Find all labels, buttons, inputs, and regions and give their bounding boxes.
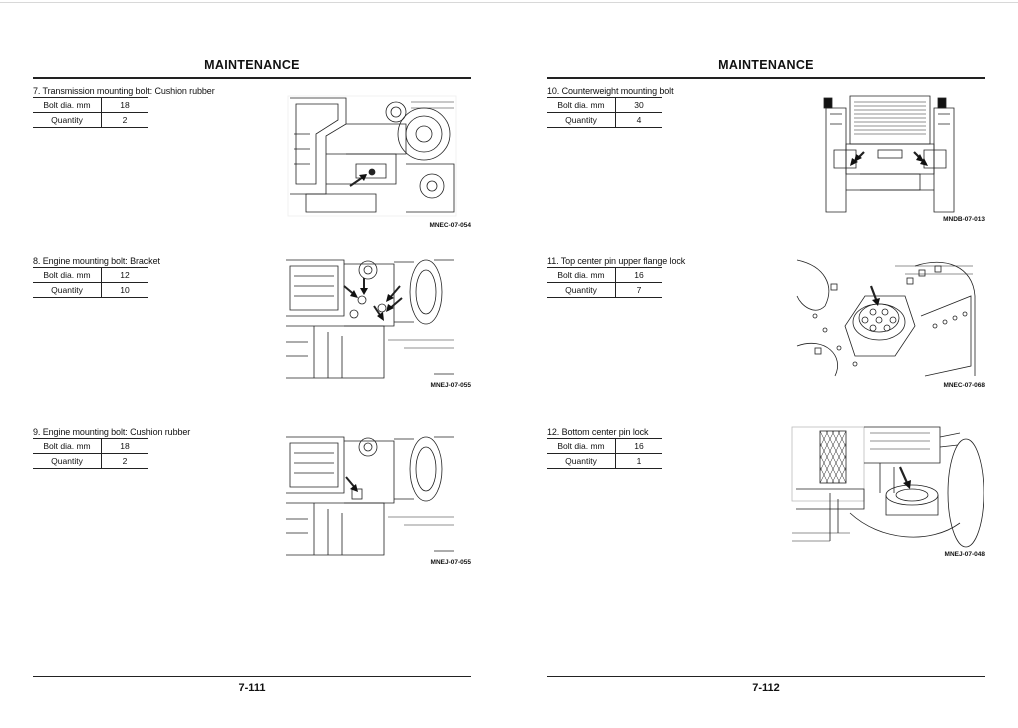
figure-code: MNEJ-07-048 (944, 551, 985, 558)
spec-value: 18 (102, 98, 149, 113)
spec-label: Bolt dia. mm (33, 439, 102, 454)
spec-item-8 (33, 256, 473, 406)
center-pin-flange-illustration (795, 256, 977, 380)
spec-value: 4 (616, 113, 663, 128)
spec-value: 2 (102, 113, 149, 128)
header-rule (33, 77, 471, 79)
spec-table (547, 438, 662, 469)
counterweight-illustration (820, 94, 960, 214)
figure-code: MNEJ-07-055 (430, 559, 471, 566)
spec-label: Bolt dia. mm (33, 268, 102, 283)
figure-code: MNDB-07-013 (943, 216, 985, 223)
spec-value: 30 (616, 98, 663, 113)
table-row (33, 439, 148, 454)
spec-item-7 (33, 86, 473, 236)
item-title: 9. Engine mounting bolt: Cushion rubber (33, 427, 191, 437)
table-row (547, 98, 662, 113)
page-number: 7-112 (752, 682, 780, 694)
table-row (33, 113, 148, 128)
table-row (33, 454, 148, 469)
engine-bracket-illustration (284, 256, 458, 380)
spec-label: Quantity (547, 454, 616, 469)
figure-code: MNEJ-07-055 (430, 382, 471, 389)
table-row (547, 439, 662, 454)
table-row (547, 113, 662, 128)
table-row (547, 454, 662, 469)
spec-table (33, 438, 148, 469)
header-rule (547, 77, 985, 79)
spec-value: 7 (616, 283, 663, 298)
table-row (33, 268, 148, 283)
spec-value: 16 (616, 439, 663, 454)
spec-label: Quantity (33, 283, 102, 298)
item-title: 10. Counterweight mounting bolt (547, 86, 674, 96)
item-title: 12. Bottom center pin lock (547, 427, 649, 437)
table-row (33, 98, 148, 113)
spec-label: Bolt dia. mm (33, 98, 102, 113)
spec-value: 10 (102, 283, 149, 298)
spec-label: Quantity (547, 113, 616, 128)
spec-table (547, 267, 662, 298)
item-title: 11. Top center pin upper flange lock (547, 256, 686, 266)
table-row (33, 283, 148, 298)
table-row (547, 268, 662, 283)
item-title: 8. Engine mounting bolt: Bracket (33, 256, 160, 266)
page-header: MAINTENANCE (204, 58, 300, 72)
spec-table (33, 97, 148, 128)
spec-label: Quantity (33, 454, 102, 469)
spec-value: 2 (102, 454, 149, 469)
figure-code: MNEC-07-068 (943, 382, 985, 389)
spec-value: 1 (616, 454, 663, 469)
table-row (547, 283, 662, 298)
bottom-center-pin-illustration (790, 423, 984, 549)
spec-value: 18 (102, 439, 149, 454)
page-number: 7-111 (238, 682, 266, 694)
spec-value: 16 (616, 268, 663, 283)
spec-item-10 (547, 86, 987, 236)
spec-label: Bolt dia. mm (547, 439, 616, 454)
engine-cushion-illustration (284, 433, 458, 557)
spec-table (33, 267, 148, 298)
item-title: 7. Transmission mounting bolt: Cushion rubber (33, 86, 215, 96)
spec-value: 12 (102, 268, 149, 283)
figure-code: MNEC-07-054 (429, 222, 471, 229)
spec-label: Quantity (547, 283, 616, 298)
footer-rule (33, 676, 471, 677)
spec-label: Quantity (33, 113, 102, 128)
transmission-mount-illustration (286, 94, 458, 218)
spec-label: Bolt dia. mm (547, 268, 616, 283)
left-page (33, 0, 473, 728)
footer-rule (547, 676, 985, 677)
spec-table (547, 97, 662, 128)
spec-item-12 (547, 427, 987, 577)
spec-item-9 (33, 427, 473, 577)
spec-item-11 (547, 256, 987, 406)
spec-label: Bolt dia. mm (547, 98, 616, 113)
page-header: MAINTENANCE (718, 58, 814, 72)
right-page (547, 0, 987, 728)
